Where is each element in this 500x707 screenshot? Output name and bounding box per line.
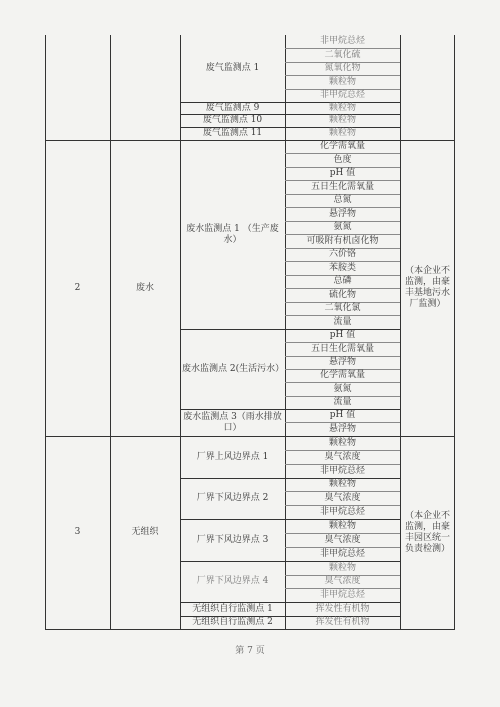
fugitive-point: 无组织自行监测点 1 [192, 603, 273, 614]
exhaust-item: 颗粒物 [328, 128, 356, 138]
exhaust-item: 非甲烷总烃 [319, 36, 365, 46]
fugitive-item: 非甲烷总烃 [319, 465, 365, 476]
fugitive-item: 非甲烷总烃 [319, 589, 365, 600]
wastewater-item: 五日生化需氧量 [310, 181, 374, 192]
wastewater-item: 悬浮物 [328, 208, 356, 219]
wastewater-item: 色度 [333, 154, 352, 165]
col-divider-4 [400, 35, 401, 630]
wastewater-item: 流量 [333, 316, 352, 327]
fugitive-item: 颗粒物 [328, 562, 356, 573]
wastewater-item: 可吸附有机卤化物 [306, 235, 379, 246]
exhaust-point: 废气监测点 11 [202, 128, 263, 138]
wastewater-item: 总磷 [333, 276, 352, 286]
exhaust-item: 颗粒物 [328, 76, 356, 87]
wastewater-item: 硫化物 [328, 289, 356, 300]
exhaust-item: 颗粒物 [328, 115, 356, 125]
wastewater-item: pH 值 [329, 330, 356, 340]
wastewater-point: 废水监测点 3（雨水排放口） [183, 411, 282, 433]
exhaust-point: 废气监测点 1 [205, 63, 260, 73]
fugitive-point: 厂界上风边界点 1 [196, 451, 269, 462]
row-number: 2 [74, 282, 81, 293]
fugitive-item: 臭气浓度 [324, 534, 361, 545]
fugitive-point: 厂界下风边界点 4 [196, 576, 269, 586]
fugitive-item: 颗粒物 [328, 479, 356, 489]
row-number: 3 [74, 527, 81, 537]
page-number: 第 7 页 [235, 646, 265, 656]
exhaust-point: 废气监测点 9 [205, 102, 260, 113]
category-name: 废水 [135, 282, 154, 293]
fugitive-item: 颗粒物 [328, 437, 356, 448]
wastewater-item: 总氮 [333, 195, 352, 205]
category-name: 无组织 [131, 527, 159, 537]
exhaust-point: 废气监测点 10 [202, 115, 263, 125]
fugitive-item: 非甲烷总烃 [319, 548, 365, 559]
wastewater-item: pH 值 [329, 168, 356, 178]
fugitive-item: 颗粒物 [328, 520, 356, 531]
monitoring-note: （本企业不监测，由豪丰园区统一负责检测） [404, 510, 450, 554]
wastewater-point: 废水监测点 1 （生产废水） [186, 223, 279, 245]
wastewater-item: 氨氮 [333, 383, 352, 394]
fugitive-item: 臭气浓度 [324, 492, 361, 503]
wastewater-point: 废水监测点 2(生活污水） [182, 363, 285, 374]
wastewater-item: 二氧化氯 [324, 303, 361, 313]
wastewater-item: 氨氮 [333, 222, 352, 232]
fugitive-point: 无组织自行监测点 2 [192, 617, 273, 627]
monitoring-table [45, 35, 455, 630]
wastewater-item: 悬浮物 [328, 357, 356, 367]
table-border-right [454, 35, 455, 630]
fugitive-item: 臭气浓度 [324, 576, 361, 586]
wastewater-item: 流量 [333, 397, 352, 407]
monitoring-note: （本企业不监测，由豪丰基地污水厂监测） [404, 266, 450, 309]
exhaust-item: 二氧化硫 [324, 49, 361, 60]
fugitive-item: 臭气浓度 [324, 451, 361, 462]
wastewater-item: 化学需氧量 [319, 141, 365, 151]
fugitive-item: 挥发性有机物 [315, 603, 370, 614]
wastewater-item: 苯胺类 [328, 262, 356, 273]
fugitive-item: 挥发性有机物 [315, 617, 370, 627]
wastewater-item: pH 值 [329, 410, 356, 420]
table-border-bottom [45, 629, 455, 630]
wastewater-item: 化学需氧量 [319, 370, 365, 380]
exhaust-item: 氮氧化物 [324, 63, 361, 73]
wastewater-item: 悬浮物 [328, 423, 356, 434]
fugitive-point: 厂界下风边界点 3 [196, 534, 269, 545]
exhaust-item: 颗粒物 [328, 102, 356, 113]
wastewater-item: 五日生化需氧量 [310, 343, 374, 354]
wastewater-item: 六价铬 [328, 249, 356, 259]
fugitive-point: 厂界下风边界点 2 [196, 493, 269, 503]
exhaust-item: 非甲烷总烃 [319, 90, 365, 100]
fugitive-item: 非甲烷总烃 [319, 506, 365, 517]
